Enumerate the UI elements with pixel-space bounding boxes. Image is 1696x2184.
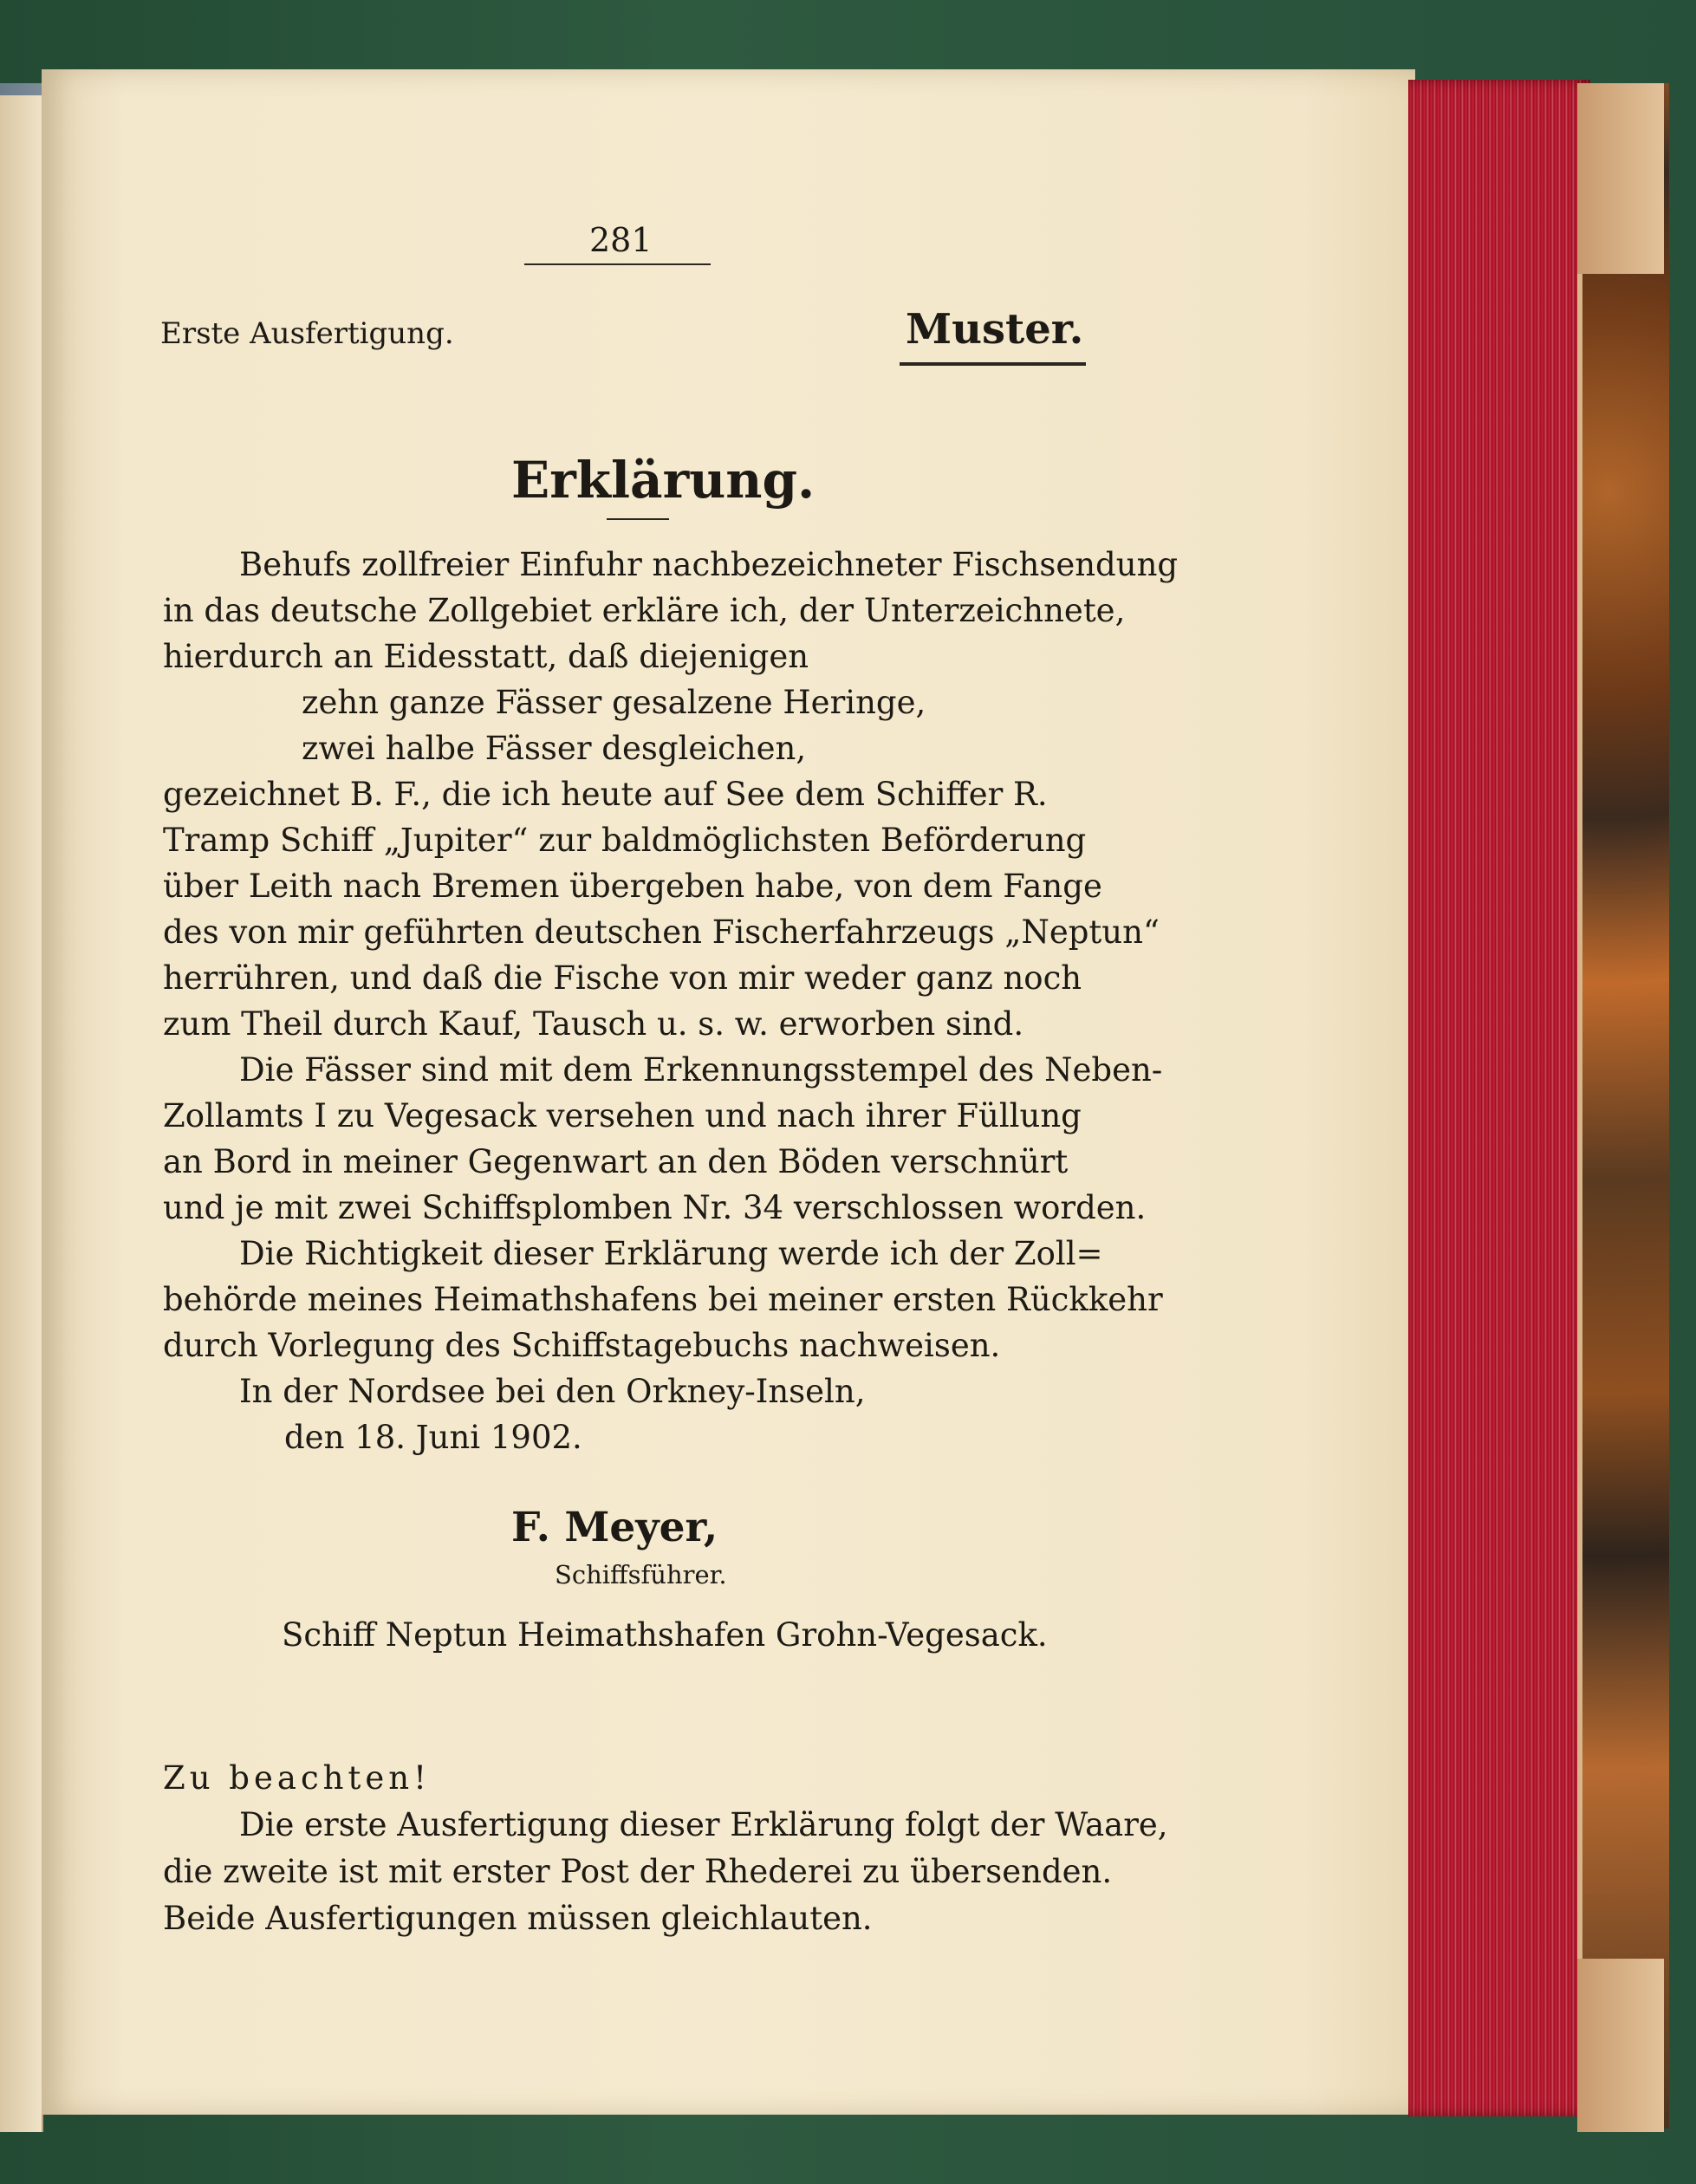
- declaration-line: behörde meines Heimathshafens bei meiner ersten Rückkehr: [163, 1281, 1163, 1318]
- declaration-line: über Leith nach Bremen übergeben habe, von dem Fange: [163, 868, 1102, 905]
- notice-line: Die erste Ausfertigung dieser Erklärung folgt der Waare,: [239, 1806, 1168, 1843]
- ship-and-homeport: Schiff Neptun Heimathshafen Grohn-Vegesack.: [282, 1616, 1048, 1654]
- page-number-rule: [524, 263, 711, 265]
- declaration-line: an Bord in meiner Gegenwart an den Böden verschnürt: [163, 1143, 1069, 1180]
- marbled-book-cover: [1577, 83, 1669, 2129]
- notice-title: Zu beachten!: [163, 1759, 431, 1797]
- declaration-line: den 18. Juni 1902.: [284, 1419, 582, 1456]
- leather-cover-top: [1577, 83, 1664, 274]
- leather-cover-bottom: [1577, 1959, 1664, 2132]
- declaration-line: in das deutsche Zollgebiet erkläre ich, der Unterzeichnete,: [163, 592, 1126, 629]
- left-page-edge: [0, 95, 43, 2132]
- declaration-line: und je mit zwei Schiffsplomben Nr. 34 verschlossen worden.: [163, 1189, 1147, 1226]
- declaration-line: gezeichnet B. F., die ich heute auf See dem Schiffer R.: [163, 776, 1048, 813]
- title-rule: [607, 518, 669, 520]
- muster-rule: [900, 362, 1086, 366]
- declaration-line: Tramp Schiff „Jupiter“ zur baldmöglichsten Beförderung: [163, 822, 1087, 859]
- page-number: 281: [589, 221, 653, 259]
- declaration-line: Die Fässer sind mit dem Erkennungsstempel des Neben-: [239, 1051, 1163, 1089]
- declaration-line: des von mir geführten deutschen Fischerfahrzeugs „Neptun“: [163, 913, 1160, 951]
- declaration-line: hierdurch an Eidesstatt, daß diejenigen: [163, 638, 809, 675]
- declaration-line: Zollamts I zu Vegesack versehen und nach ihrer Füllung: [163, 1097, 1082, 1134]
- declaration-line: Die Richtigkeit dieser Erklärung werde ich der Zoll=: [239, 1235, 1103, 1272]
- notice-section: [163, 1755, 1168, 1942]
- declaration-line: zwei halbe Fässer desgleichen,: [302, 730, 807, 767]
- declaration-title: Erklärung.: [511, 451, 816, 510]
- muster-heading: Muster.: [906, 305, 1084, 354]
- declaration-body: [163, 542, 1179, 1460]
- declaration-line: durch Vorlegung des Schiffstagebuchs nachweisen.: [163, 1327, 1001, 1364]
- declaration-line: herrühren, und daß die Fische von mir weder ganz noch: [163, 959, 1082, 997]
- edition-label: Erste Ausfertigung.: [160, 316, 454, 351]
- declaration-line: zehn ganze Fässer gesalzene Heringe,: [302, 684, 926, 721]
- declaration-line: zum Theil durch Kauf, Tausch u. s. w. erworben sind.: [163, 1005, 1024, 1043]
- declaration-line: Behufs zollfreier Einfuhr nachbezeichneter Fischsendung: [239, 546, 1179, 583]
- notice-line: die zweite ist mit erster Post der Rhederei zu übersenden.: [163, 1853, 1113, 1890]
- red-page-edges: [1408, 80, 1590, 2116]
- signature-role: Schiffsführer.: [555, 1560, 727, 1589]
- signature-name: F. Meyer,: [511, 1504, 718, 1551]
- declaration-line: In der Nordsee bei den Orkney-Inseln,: [239, 1373, 866, 1410]
- notice-line: Beide Ausfertigungen müssen gleichlauten.: [163, 1900, 873, 1937]
